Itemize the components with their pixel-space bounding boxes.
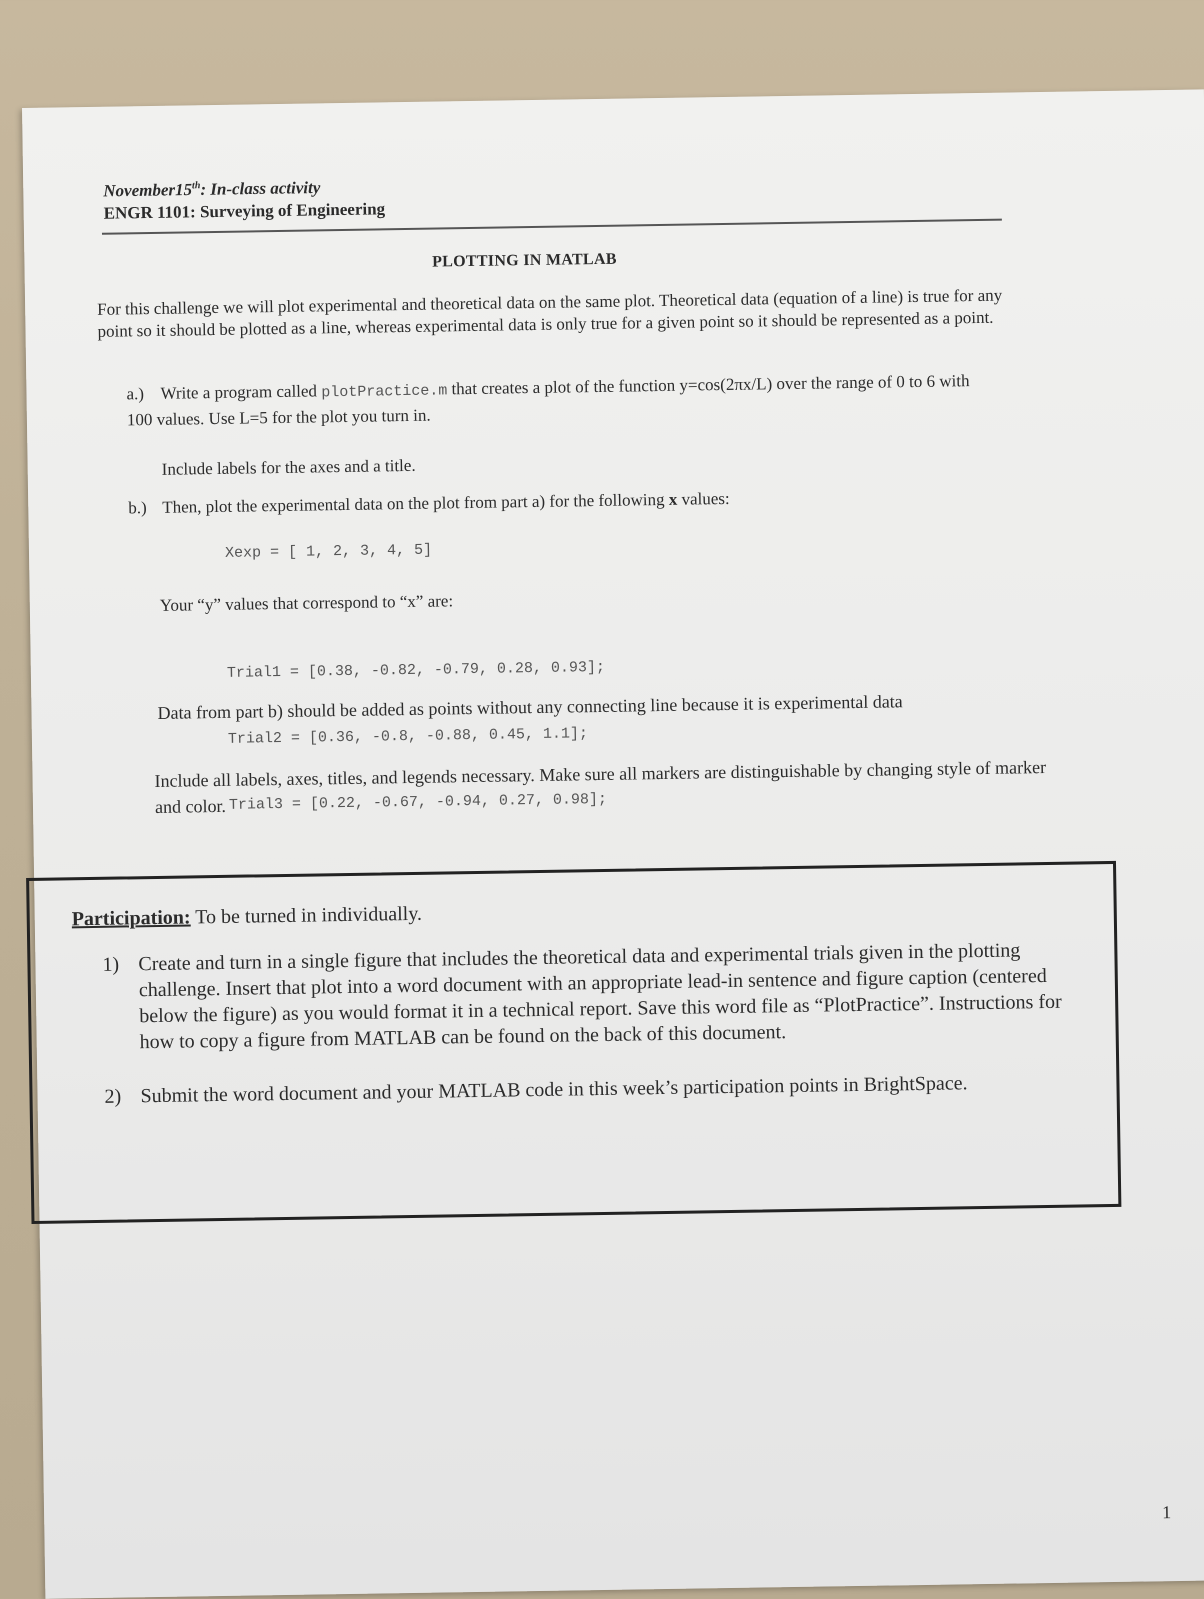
participation-list: [102, 936, 1095, 1138]
part-a-question: [126, 369, 997, 433]
item-2-text: Submit the word document and your MATLAB code in this week’s participation points in BrightSpace.: [140, 1072, 968, 1108]
page-title: PLOTTING IN MATLAB: [431, 250, 617, 271]
paper-sheet: [22, 89, 1204, 1598]
trial-3-code: Trial3 = [0.22, -0.67, -0.94, 0.27, 0.98];: [228, 790, 608, 814]
participation-item-2: [104, 1068, 1094, 1110]
participation-item-1: [102, 936, 1094, 1056]
trials-code: [226, 613, 608, 861]
experimental-data-note: Data from part b) should be added as points without any connecting line because it is experimental data: [157, 691, 903, 723]
date-sup: th: [191, 180, 201, 192]
participation-text: To be turned in individually.: [190, 902, 423, 929]
trial-1-code: Trial1 = [0.38, -0.82, -0.79, 0.28, 0.93];: [226, 658, 606, 682]
y-values-intro: Your “y” values that correspond to “x” are:: [159, 591, 454, 615]
part-a-text-after: that creates a plot of the function y=cos(2πx/L) over the range of 0 to 6 with 100 values. Use L=5 for the plot you turn in.: [126, 371, 970, 430]
part-b-bold-x: x: [668, 489, 678, 509]
item-1-number: 1): [102, 953, 120, 976]
part-b-label: b.): [128, 498, 147, 518]
intro-paragraph: For this challenge we will plot experimental and theoretical data on the same plot. Theoretical data (equation of a line) is true for any point so it should be plotted as a line, whereas experimental data is only true for a given point so it should be represented as a point.: [97, 285, 1003, 341]
part-b-question: [128, 489, 730, 518]
document-header: [103, 172, 385, 224]
date-suffix: : In-class activity: [200, 177, 321, 199]
part-b-text-after: values:: [677, 488, 730, 509]
page-number: 1: [1162, 1502, 1172, 1523]
participation-box: [26, 861, 1121, 1224]
part-a-include: Include labels for the axes and a title.: [161, 455, 416, 479]
participation-heading: [72, 903, 423, 931]
xexp-code: Xexp = [ 1, 2, 3, 4, 5]: [224, 541, 433, 562]
item-1-text: Create and turn in a single figure that includes the theoretical data and experimental trials given in the plotting challenge. Insert that plot into a word document with an appropriate lead-in sentence and figure caption (centered below the figure) as you would format it in a technical report. Save this word file as “PlotPractice”. Instructions for how to copy a figure from MATLAB can be found on the back of this document.: [138, 939, 1062, 1054]
participation-label: Participation:: [71, 906, 191, 931]
course-title: ENGR 1101: Surveying of Engineering: [103, 198, 386, 223]
part-a-filename: plotPractice.m: [321, 382, 448, 402]
labels-legends-note: Include all labels, axes, titles, and legends necessary. Make sure all markers are distinguishable by changing style of marker and color.: [154, 756, 1047, 817]
part-a-label: a.): [126, 384, 145, 404]
trial-2-code: Trial2 = [0.36, -0.8, -0.88, 0.45, 1.1];: [227, 725, 589, 748]
part-b-text-before: Then, plot the experimental data on the plot from part a) for the following: [162, 489, 669, 517]
date-prefix: November15: [103, 179, 193, 201]
item-2-number: 2): [104, 1085, 122, 1108]
part-a-text-before: Write a program called: [160, 381, 322, 403]
